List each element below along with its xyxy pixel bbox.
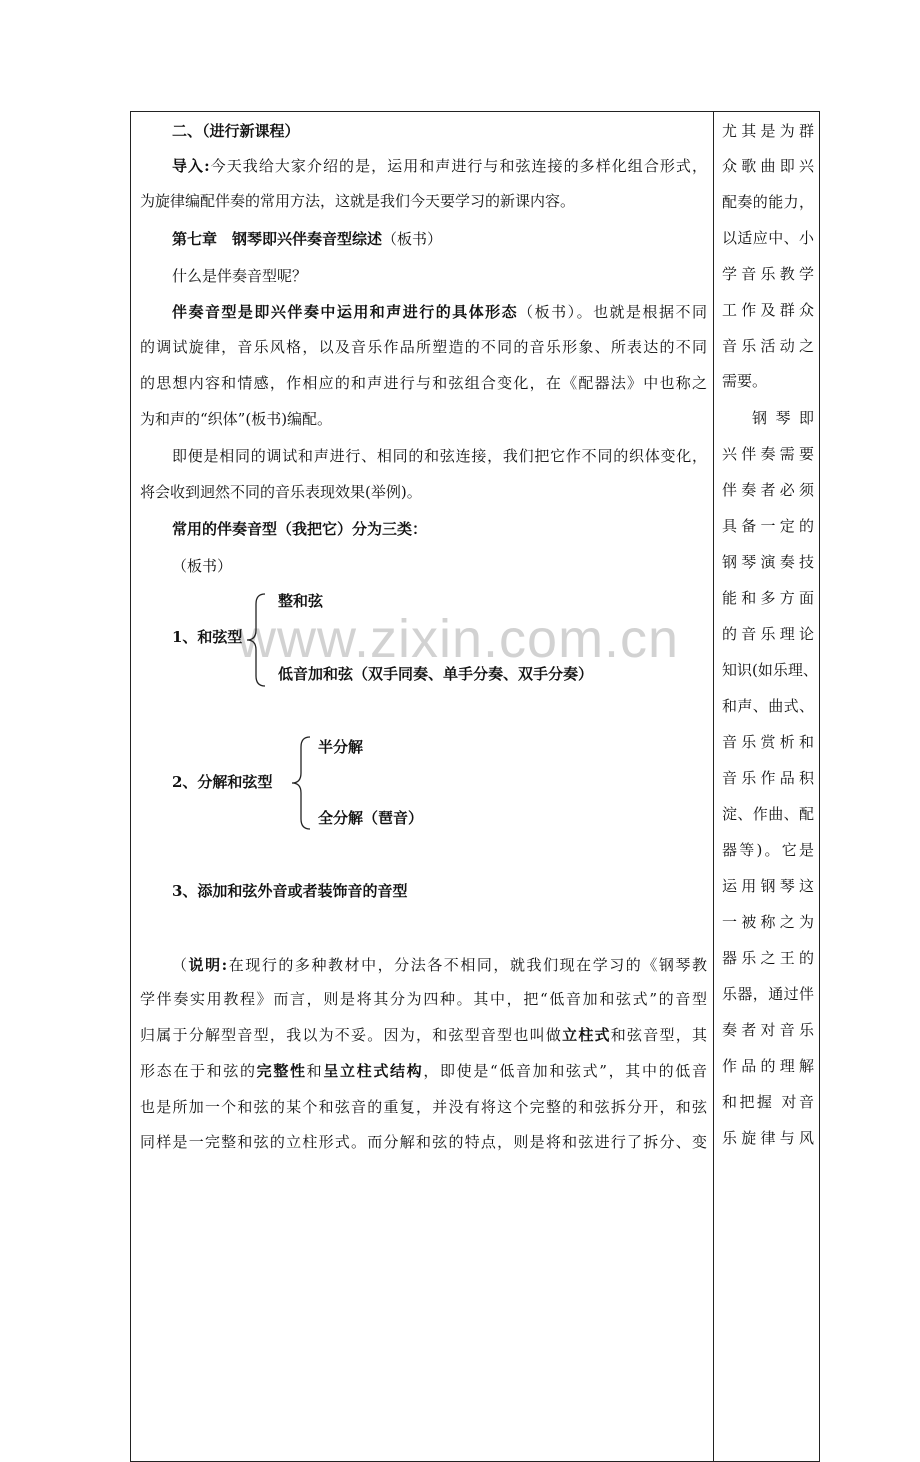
note-line-6: 同样是一完整和弦的立柱形式。而分解和弦的特点，则是将和弦进行了拆分、变 bbox=[140, 1133, 707, 1151]
side-line: 具备一定的 bbox=[722, 517, 814, 535]
watermark: www.zixin.com.cn bbox=[237, 609, 680, 669]
para1-line-2: 的调试旋律，音乐风格，以及音乐作品所塑造的不同的音乐形象、所表达的不同 bbox=[140, 338, 707, 356]
side-line: 乐旋律与风 bbox=[722, 1129, 814, 1147]
note-line-5: 也是所加一个和弦的某个和弦音的重复，并没有将这个完整的和弦拆分开，和弦 bbox=[140, 1098, 707, 1116]
side-line: 奏者对音乐 bbox=[722, 1021, 814, 1039]
type3-label: 3、添加和弦外音或者装饰音的音型 bbox=[172, 882, 408, 900]
side-line: 学音乐教学 bbox=[722, 265, 814, 283]
intro-line-2: 为旋律编配伴奏的常用方法，这就是我们今天要学习的新课内容。 bbox=[140, 192, 576, 210]
note-line-4: 形态在于和弦的完整性和呈立柱式结构，即使是“低音加和弦式”，其中的低音 bbox=[140, 1062, 707, 1080]
side-line: 众歌曲即兴 bbox=[722, 157, 814, 175]
side-line: 的音乐理论 bbox=[722, 625, 814, 643]
column-divider bbox=[713, 111, 714, 1462]
side-line: 钢琴即 bbox=[752, 409, 814, 427]
note-line-1: （说明:在现行的多种教材中，分法各不相同，就我们现在学习的《钢琴教 bbox=[172, 956, 707, 974]
side-line: 音乐活动之 bbox=[722, 337, 814, 355]
side-line: 能和多方面 bbox=[722, 589, 814, 607]
para1-line-3: 的思想内容和情感，作相应的和声进行与和弦组合变化，在《配器法》中也称之 bbox=[140, 374, 707, 392]
section-heading: 二、（进行新课程） bbox=[172, 122, 300, 140]
side-line: 工作及群众 bbox=[722, 301, 814, 319]
intro-line-1: 导入:今天我给大家介绍的是，运用和声进行与和弦连接的多样化组合形式， bbox=[172, 157, 707, 175]
chapter-title: 第七章 钢琴即兴伴奏音型综述（板书） bbox=[172, 230, 443, 248]
categories-heading: 常用的伴奏音型（我把它）分为三类： bbox=[172, 520, 428, 538]
side-line: 和声、曲式、 bbox=[722, 697, 814, 715]
side-line: 知识(如乐理、 bbox=[722, 661, 818, 679]
side-line: 器等)。它是 bbox=[722, 841, 814, 859]
side-line: 和把握 对音 bbox=[722, 1093, 814, 1111]
type2-sub2: 全分解（琶音） bbox=[318, 809, 424, 827]
type1-sub2: 低音加和弦（双手同奏、单手分奏、双手分奏） bbox=[278, 665, 594, 683]
side-line: 作品的理解 bbox=[722, 1057, 814, 1075]
side-line: 以适应中、小 bbox=[722, 229, 814, 247]
board-note: （板书） bbox=[172, 557, 233, 575]
side-line: 音乐赏析和 bbox=[722, 733, 814, 751]
para1-line-4: 为和声的“织体”(板书)编配。 bbox=[140, 410, 333, 428]
note-label: 说明 bbox=[188, 956, 222, 974]
side-line: 兴伴奏需要 bbox=[722, 445, 814, 463]
side-line: 钢琴演奏技 bbox=[722, 553, 814, 571]
type1-label: 1、和弦型 bbox=[172, 628, 243, 646]
intro-label: 导入 bbox=[172, 157, 205, 175]
para2-line-2: 将会收到迥然不同的音乐表现效果(举例)。 bbox=[140, 483, 422, 501]
type2-label: 2、分解和弦型 bbox=[172, 773, 273, 791]
type1-brace bbox=[245, 592, 267, 688]
side-line: 淀、作曲、配 bbox=[722, 805, 814, 823]
side-line: 运用钢琴这 bbox=[722, 877, 814, 895]
type1-sub1: 整和弦 bbox=[278, 592, 324, 610]
para2-line-1: 即便是相同的调试和声进行、相同的和弦连接，我们把它作不同的织体变化， bbox=[172, 447, 707, 465]
type2-sub1: 半分解 bbox=[318, 738, 364, 756]
side-line: 器乐之王的 bbox=[722, 949, 814, 967]
side-line: 一被称之为 bbox=[722, 913, 814, 931]
definition-line: 伴奏音型是即兴伴奏中运用和声进行的具体形态（板书）。也就是根据不同 bbox=[172, 303, 707, 321]
note-line-3: 归属于分解型音型，我以为不妥。因为，和弦型音型也叫做立柱式和弦音型，其 bbox=[140, 1026, 707, 1044]
side-line: 需要。 bbox=[722, 372, 768, 390]
question: 什么是伴奏音型呢？ bbox=[172, 267, 308, 285]
note-line-2: 学伴奏实用教程》而言，则是将其分为四种。其中，把“低音加和弦式”的音型 bbox=[140, 990, 707, 1008]
side-line: 音乐作品积 bbox=[722, 769, 814, 787]
type2-brace bbox=[290, 735, 312, 831]
side-line: 乐器，通过伴 bbox=[722, 985, 814, 1003]
side-line: 伴奏者必须 bbox=[722, 481, 814, 499]
side-line: 尤其是为群 bbox=[722, 122, 814, 140]
side-line: 配奏的能力， bbox=[722, 193, 814, 211]
definition: 伴奏音型是即兴伴奏中运用和声进行的具体形态 bbox=[172, 303, 519, 321]
